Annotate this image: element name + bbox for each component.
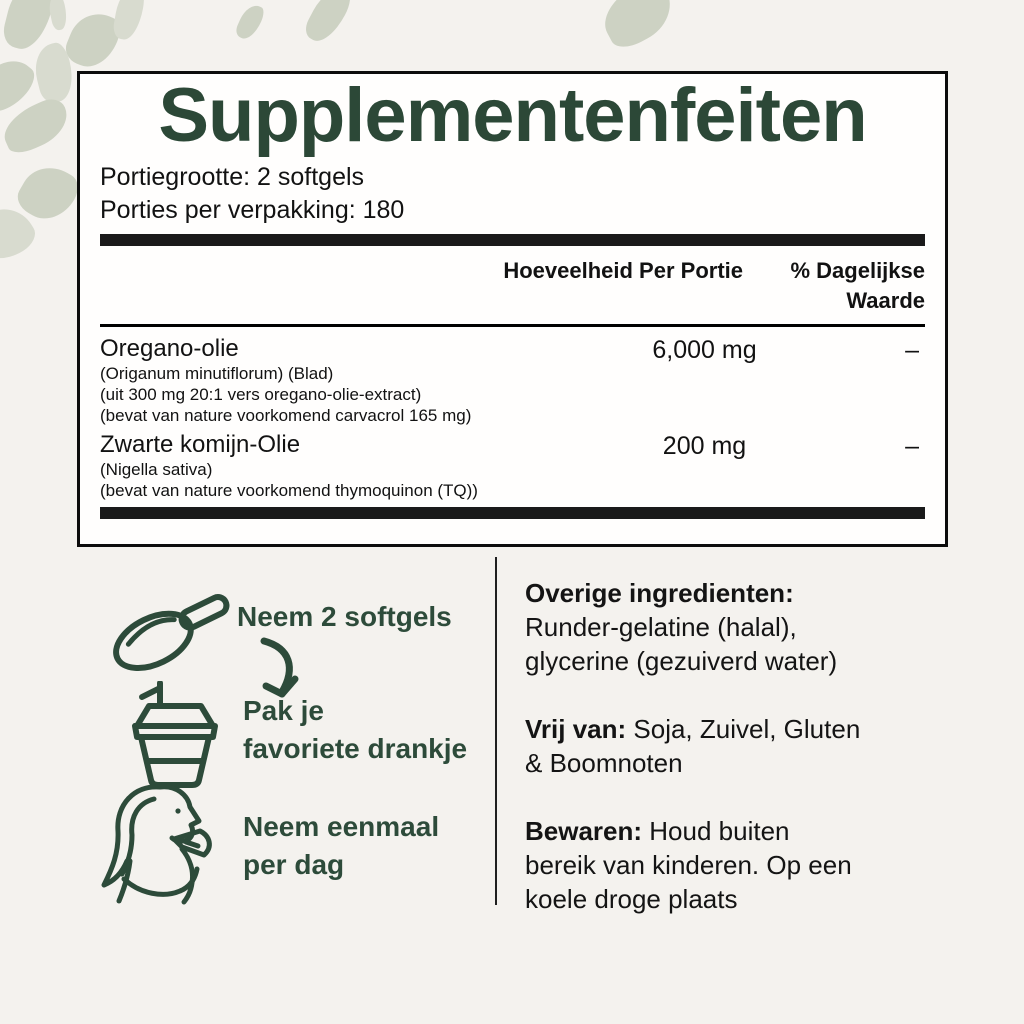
other-ingredients-info: Overige ingredienten: Runder-gelatine (halal), glycerine (gezuiverd water) bbox=[525, 578, 838, 676]
ingredient-amount: 200 mg bbox=[662, 432, 747, 461]
table-row bbox=[100, 431, 925, 501]
leaf-decoration bbox=[301, 0, 355, 48]
ingredient-daily-value: – bbox=[905, 432, 919, 461]
storage-info: Bewaren: Houd buiten bereik van kinderen. Op een koele droge plaats bbox=[525, 816, 852, 914]
info-column bbox=[525, 576, 927, 950]
instruction-take-softgels: Neem 2 softgels bbox=[237, 601, 452, 632]
woman-drinking-icon bbox=[94, 781, 236, 907]
panel-title: Supplementenfeiten bbox=[158, 73, 867, 158]
ingredient-daily-value: – bbox=[905, 336, 919, 365]
ingredient-detail: (Origanum minutiflorum) (Blad) bbox=[100, 364, 334, 384]
daily-value-header: % Dagelijkse Waarde bbox=[790, 258, 925, 314]
spoon-softgel-icon bbox=[98, 566, 234, 692]
ingredient-detail: (bevat van nature voorkomend thymoquinon (TQ)) bbox=[100, 481, 478, 501]
instruction-once-daily: Neem eenmaal per dag bbox=[243, 811, 440, 880]
divider-bar-bottom bbox=[100, 507, 925, 519]
ingredient-amount: 6,000 mg bbox=[652, 336, 757, 365]
leaf-decoration bbox=[234, 1, 267, 42]
ingredient-name: Zwarte komijn-Olie bbox=[100, 431, 301, 459]
ingredient-detail: (uit 300 mg 20:1 vers oregano-olie-extract) bbox=[100, 385, 422, 405]
leaf-decoration bbox=[594, 0, 682, 54]
leaf-decoration bbox=[112, 0, 147, 42]
vertical-divider bbox=[495, 557, 497, 905]
serving-size-line: Portiegrootte: 2 softgels bbox=[100, 163, 365, 192]
serving-info bbox=[100, 161, 925, 227]
supplement-facts-panel bbox=[77, 71, 948, 547]
free-from-info: Vrij van: Soja, Zuivel, Gluten & Boomnoten bbox=[525, 714, 861, 778]
drink-cup-icon bbox=[118, 681, 232, 789]
table-row bbox=[100, 335, 925, 426]
amount-per-serving-header: Hoeveelheid Per Portie bbox=[503, 258, 743, 284]
divider-bar-top bbox=[100, 234, 925, 246]
instruction-favorite-drink: Pak je favoriete drankje bbox=[243, 695, 468, 764]
facts-header-row bbox=[100, 246, 925, 327]
ingredient-detail: (bevat van nature voorkomend carvacrol 165 mg) bbox=[100, 406, 472, 426]
ingredient-detail: (Nigella sativa) bbox=[100, 460, 213, 480]
ingredient-name: Oregano-olie bbox=[100, 335, 239, 363]
leaf-decoration bbox=[46, 0, 69, 31]
servings-per-container-line: Porties per verpakking: 180 bbox=[100, 196, 405, 225]
